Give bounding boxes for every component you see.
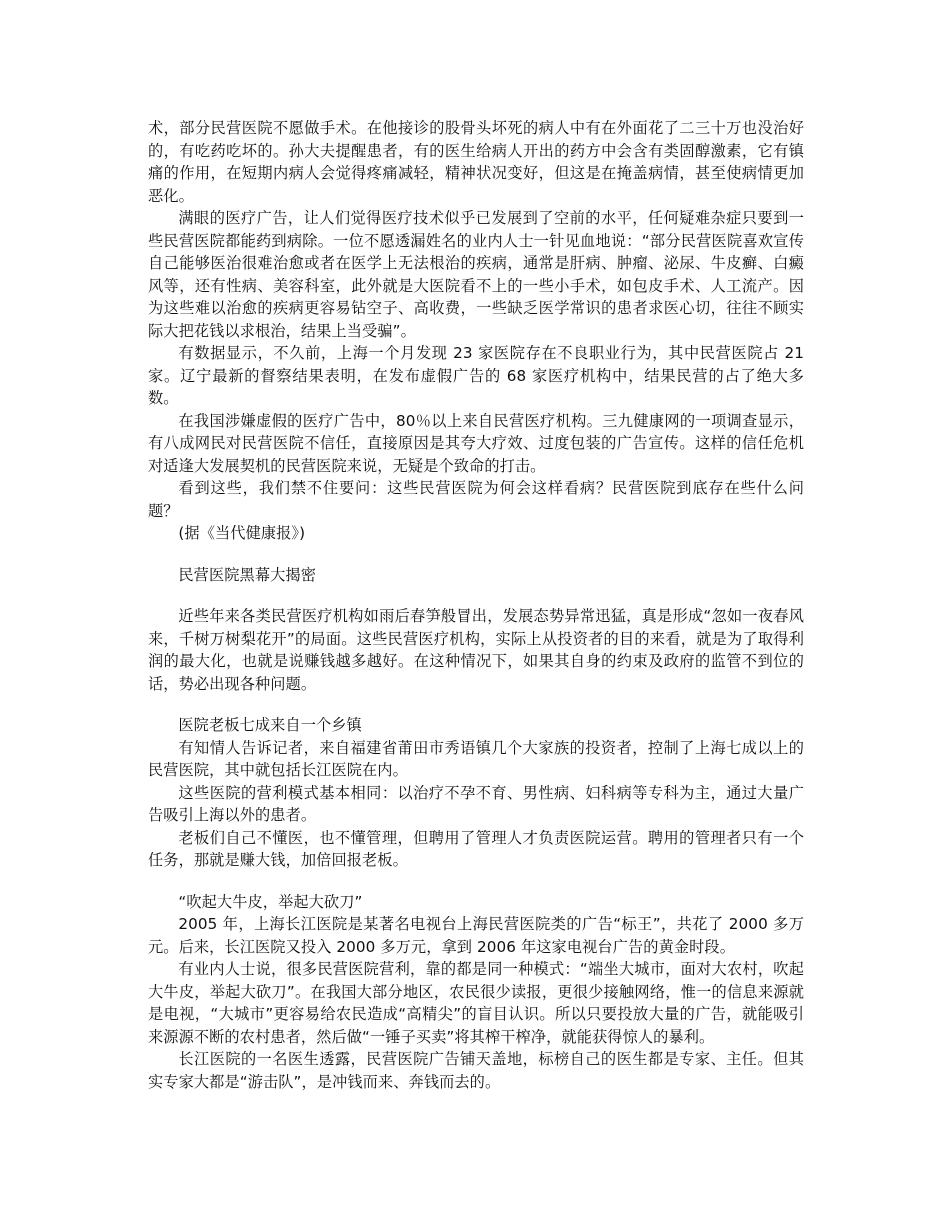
document-page <box>148 117 804 1093</box>
paragraph-ads: 满眼的医疗广告，让人们觉得医疗技术似乎已发展到了空前的水平，任何疑难杂症只要到一些民营医院都能药到病除。一位不愿透漏姓名的业内人士一针见血地说：“部分民营医院喜欢宣传自己能够医治很难治愈或者在医学上无法根治的疾病，通常是肝病、肿瘤、泌尿、牛皮癣、白癜风等，还有性病、美容科室，此外就是大医院看不上的一些小手术，如包皮手术、人工流产。因为这些难以治愈的疾病更容易钻空子、高收费，一些缺乏医学常识的患者求医心切，往往不顾实际大把花钱以求根治，结果上当受骗”。 <box>148 209 804 340</box>
section-heading-owners: 医院老板七成来自一个乡镇 <box>178 716 362 734</box>
paragraph-question: 看到这些，我们禁不住要问：这些民营医院为何会这样看病？民营医院到底存在些什么问题？ <box>148 479 804 520</box>
paragraph-ad-spending: 2005 年，上海长江医院是某著名电视台上海民营医院类的广告“标王”，共花了 2000 多万元。后来，长江医院又投入 2000 多万元，拿到 2006 年这家电视台广告的黄金时段。 <box>148 915 804 956</box>
paragraph-bosses: 老板们自己不懂医，也不懂管理，但聘用了管理人才负责医院运营。聘用的管理者只有一个任务，那就是赚大钱，加倍回报老板。 <box>148 828 804 869</box>
paragraph-fake-ads: 在我国涉嫌虚假的医疗广告中，80％以上来自民营医疗机构。三九健康网的一项调查显示，有八成网民对民营医院不信任，直接原因是其夸大疗效、过度包装的广告宣传。这样的信任危机对适逢大发展契机的民营医院来说，无疑是个致命的打击。 <box>148 411 804 475</box>
paragraph-data: 有数据显示，不久前，上海一个月发现 23 家医院存在不良职业行为，其中民营医院占 21 家。辽宁最新的督察结果表明，在发布虚假广告的 68 家医疗机构中，结果民营的占了绝大多数。 <box>148 344 804 407</box>
paragraph-continuation: 术，部分民营医院不愿做手术。在他接诊的股骨头坏死的病人中有在外面花了二三十万也没治好的，有吃药吃坏的。孙大夫提醒患者，有的医生给病人开出的药方中会含有类固醇激素，它有镇痛的作用，在短期内病人会觉得疼痛减轻，精神状况变好，但这是在掩盖病情，甚至使病情更加恶化。 <box>148 119 804 205</box>
section-heading-exposure: 民营医院黑幕大揭密 <box>178 565 316 584</box>
paragraph-profit-model: 这些医院的营利模式基本相同：以治疗不孕不育、男性病、妇科病等专科为主，通过大量广告吸引上海以外的患者。 <box>148 783 804 824</box>
paragraph-business-model: 有业内人士说，很多民营医院营利，靠的都是同一种模式：“端坐大城市，面对大农村，吹起大牛皮，举起大砍刀”。在我国大部分地区，农民很少读报，更很少接触网络，惟一的信息来源就是电视，“大城市”更容易给农民造成“高精尖”的盲目认识。所以只要投放大量的广告，就能吸引来源源不断的农村患者，然后做“一锤子买卖”将其榨干榨净，就能获得惊人的暴利。 <box>148 960 804 1046</box>
paragraph-investors: 有知情人告诉记者，来自福建省莆田市秀语镇几个大家族的投资者，控制了上海七成以上的民营医院，其中就包括长江医院在内。 <box>148 738 804 779</box>
source-citation: (据《当代健康报》) <box>178 524 306 542</box>
paragraph-doctors: 长江医院的一名医生透露，民营医院广告铺天盖地，标榜自己的医生都是专家、主任。但其实专家大都是“游击队”，是冲钱而来、奔钱而去的。 <box>148 1050 804 1091</box>
paragraph-intro: 近些年来各类民营医疗机构如雨后春笋般冒出，发展态势异常迅猛，真是形成“忽如一夜春风来，千树万树梨花开”的局面。这些民营医疗机构，实际上从投资者的目的来看，就是为了取得利润的最大化，也就是说赚钱越多越好。在这种情况下，如果其自身的约束及政府的监管不到位的话，势必出现各种问题。 <box>148 607 804 693</box>
section-heading-slogan: “吹起大牛皮，举起大砍刀” <box>178 892 363 911</box>
